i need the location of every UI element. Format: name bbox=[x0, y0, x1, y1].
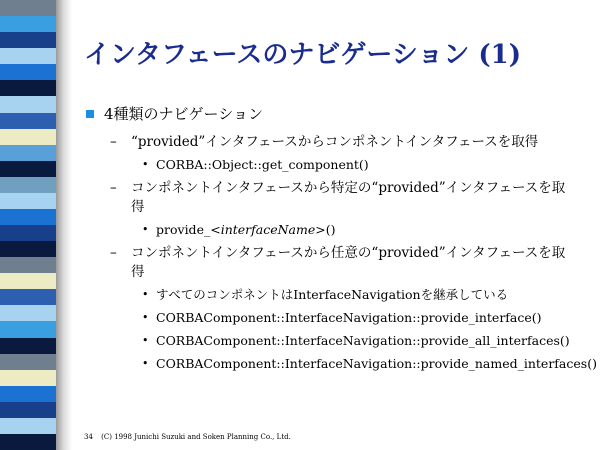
item-text: CORBAComponent::InterfaceNavigation::provide_interface() bbox=[156, 310, 542, 325]
item-text: すべてのコンポネントはInterfaceNavigationを継承している bbox=[156, 287, 509, 302]
stripe-segment bbox=[0, 402, 56, 419]
bullet-navigation-types bbox=[84, 104, 574, 124]
stripe-shadow bbox=[56, 0, 72, 450]
stripe-segment bbox=[0, 354, 56, 371]
stripe-segment bbox=[0, 129, 56, 146]
stripe-segment bbox=[0, 80, 56, 97]
item-text-suffix: () bbox=[325, 222, 336, 237]
stripe-segment bbox=[0, 273, 56, 290]
sub-bullet-provided-to-component bbox=[84, 133, 574, 152]
dot-bullet-icon: • bbox=[142, 288, 149, 301]
stripe-segment bbox=[0, 257, 56, 274]
stripe-segment bbox=[0, 161, 56, 178]
stripe-segment bbox=[0, 0, 56, 17]
item-text: CORBA::Object::get_component() bbox=[156, 157, 369, 172]
dot-bullet-icon: • bbox=[142, 357, 149, 370]
item-text: CORBAComponent::InterfaceNavigation::provide_all_interfaces() bbox=[156, 333, 570, 348]
dash-bullet-icon: – bbox=[110, 245, 117, 261]
sub-bullet-component-to-specific bbox=[84, 179, 574, 217]
sub-bullet-component-to-any bbox=[84, 244, 574, 282]
stripe-segment bbox=[0, 113, 56, 130]
stripe-segment bbox=[0, 64, 56, 81]
stripe-segment bbox=[0, 225, 56, 242]
item-provide-interface-name bbox=[84, 221, 574, 238]
page-number: 34 bbox=[84, 433, 93, 441]
copyright-text: (C) 1998 Junichi Suzuki and Soken Planning Co., Ltd. bbox=[101, 433, 291, 441]
stripe-segment bbox=[0, 418, 56, 435]
stripe-segment bbox=[0, 48, 56, 65]
item-provide-all-interfaces bbox=[84, 332, 574, 349]
sub-bullet-text: コンポネントインタフェースから特定の“provided”インタフェースを取得 bbox=[131, 180, 566, 215]
dot-bullet-icon: • bbox=[142, 311, 149, 324]
stripe-segment bbox=[0, 305, 56, 322]
stripe-segment bbox=[0, 177, 56, 194]
dot-bullet-icon: • bbox=[142, 158, 149, 171]
stripe-segment bbox=[0, 289, 56, 306]
dash-bullet-icon: – bbox=[110, 180, 117, 196]
stripe-segment bbox=[0, 16, 56, 33]
slide-title: インタフェースのナビゲーション (1) bbox=[84, 40, 522, 70]
square-bullet-icon bbox=[86, 110, 94, 118]
stripe-segment bbox=[0, 370, 56, 387]
slide-footer bbox=[84, 432, 297, 442]
item-get-component bbox=[84, 156, 574, 173]
stripe-segment bbox=[0, 32, 56, 49]
sub-bullet-text: “provided”インタフェースからコンポネントインタフェースを取得 bbox=[131, 134, 539, 150]
item-inherits-navigation bbox=[84, 286, 574, 303]
stripe-segment bbox=[0, 434, 56, 450]
stripe-segment bbox=[0, 386, 56, 403]
stripe-segment bbox=[0, 96, 56, 113]
item-provide-interface bbox=[84, 309, 574, 326]
item-text: CORBAComponent::InterfaceNavigation::provide_named_interfaces() bbox=[156, 356, 597, 371]
item-provide-named-interfaces bbox=[84, 355, 597, 372]
dot-bullet-icon: • bbox=[142, 334, 149, 347]
item-text-prefix: provide_ bbox=[156, 222, 211, 237]
bullet-list bbox=[84, 104, 597, 378]
sub-bullet-text: コンポネントインタフェースから任意の“provided”インタフェースを取得 bbox=[131, 245, 566, 280]
stripe-segment bbox=[0, 145, 56, 162]
item-text-italic: <interfaceName> bbox=[210, 222, 326, 237]
stripe-segment bbox=[0, 193, 56, 210]
dash-bullet-icon: – bbox=[110, 134, 117, 150]
stripe-segment bbox=[0, 209, 56, 226]
decorative-stripe-bar bbox=[0, 0, 56, 450]
bullet-text: 4種類のナビゲーション bbox=[104, 105, 263, 123]
dot-bullet-icon: • bbox=[142, 223, 149, 236]
stripe-segment bbox=[0, 338, 56, 355]
stripe-segment bbox=[0, 241, 56, 258]
stripe-segment bbox=[0, 321, 56, 338]
